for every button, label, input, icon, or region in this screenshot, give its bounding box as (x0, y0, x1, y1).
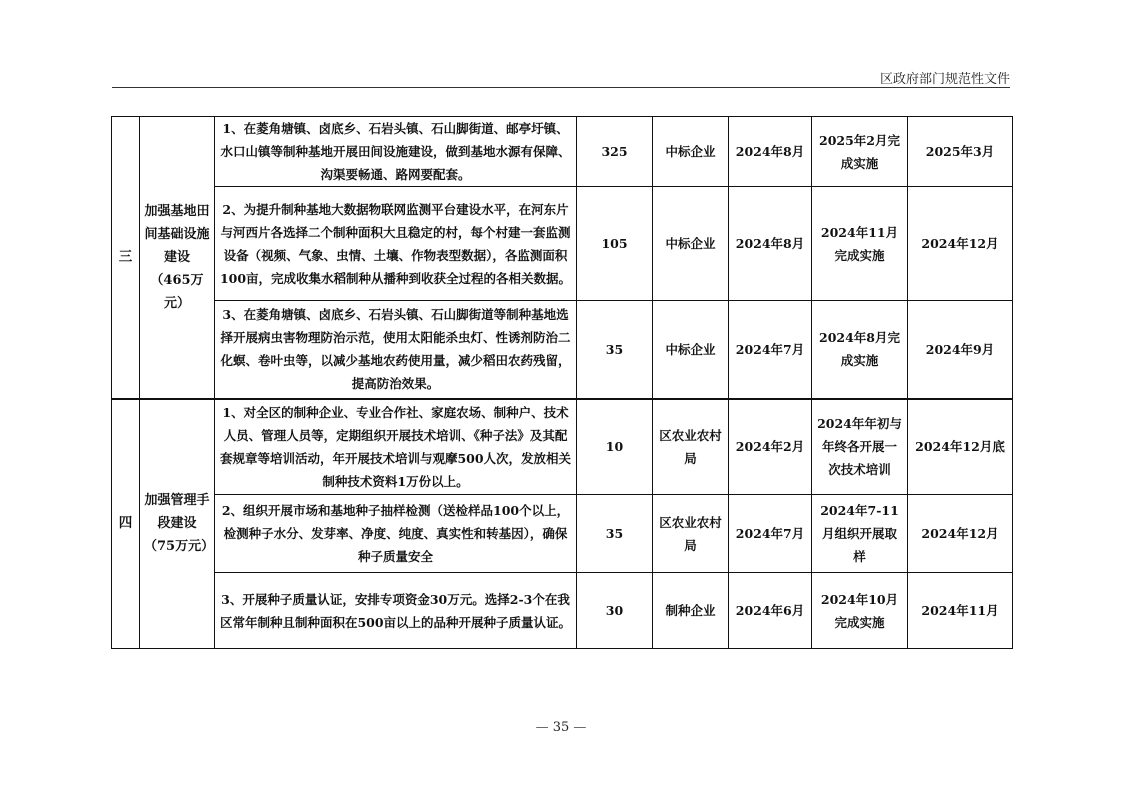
unit-cell: 区农业农村局 (653, 399, 729, 495)
acceptance-cell: 2024年11月 (908, 573, 1013, 649)
implementation-table (111, 116, 1013, 649)
task-content: 2、为提升制种基地大数据物联网监测平台建设水平，在河东片与河西片各选择二个制种面积大且稳定的村，每个村建一套监测设备（视频、气象、虫情、土壤、作物表型数据），各监测面积100亩，完成收集水稻制种从播种到收获全过程的各相关数据。 (215, 187, 577, 301)
header-rule (112, 87, 1010, 88)
table-row (112, 573, 1013, 649)
page-footer (0, 720, 1122, 735)
task-content: 1、在菱角塘镇、卤底乡、石岩头镇、石山脚街道、邮亭圩镇、水口山镇等制种基地开展田间设施建设，做到基地水源有保障、沟渠要畅通、路网要配套。 (215, 117, 577, 187)
footer-dash-right: — (573, 720, 587, 735)
start-date-cell: 2024年8月 (729, 117, 812, 187)
acceptance-cell: 2024年12月 (908, 187, 1013, 301)
unit-cell: 中标企业 (653, 187, 729, 301)
start-date-cell: 2024年2月 (729, 399, 812, 495)
start-date-cell: 2024年7月 (729, 301, 812, 399)
finish-cell: 2024年年初与年终各开展一次技术培训 (812, 399, 908, 495)
unit-cell: 区农业农村局 (653, 495, 729, 573)
task-content: 3、在菱角塘镇、卤底乡、石岩头镇、石山脚街道等制种基地选择开展病虫害物理防治示范，使用太阳能杀虫灯、性诱剂防治二化螟、卷叶虫等，以减少基地农药使用量，减少稻田农药残留，提高防治效果。 (215, 301, 577, 399)
finish-cell: 2024年11月完成实施 (812, 187, 908, 301)
amount-cell: 325 (577, 117, 653, 187)
page-number: 35 (552, 720, 570, 735)
footer-dash-left: — (535, 720, 549, 735)
unit-cell: 中标企业 (653, 301, 729, 399)
finish-cell: 2024年10月完成实施 (812, 573, 908, 649)
finish-cell: 2024年8月完成实施 (812, 301, 908, 399)
project-name: 加强管理手段建设（75万元） (140, 399, 215, 649)
task-content: 2、组织开展市场和基地种子抽样检测（送检样品100个以上，检测种子水分、发芽率、净度、纯度、真实性和转基因），确保种子质量安全 (215, 495, 577, 573)
task-content: 3、开展种子质量认证，安排专项资金30万元。选择2-3个在我区常年制种且制种面积在500亩以上的品种开展种子质量认证。 (215, 573, 577, 649)
unit-cell: 制种企业 (653, 573, 729, 649)
task-content: 1、对全区的制种企业、专业合作社、家庭农场、制种户、技术人员、管理人员等，定期组织开展技术培训、《种子法》及其配套规章等培训活动，年开展技术培训与观摩500人次，发放相关制种技术资料1万份以上。 (215, 399, 577, 495)
amount-cell: 30 (577, 573, 653, 649)
unit-cell: 中标企业 (653, 117, 729, 187)
table-row (112, 399, 1013, 495)
group-number: 四 (112, 399, 140, 649)
amount-cell: 35 (577, 301, 653, 399)
start-date-cell: 2024年8月 (729, 187, 812, 301)
amount-cell: 10 (577, 399, 653, 495)
table-row (112, 187, 1013, 301)
table-row (112, 117, 1013, 187)
start-date-cell: 2024年7月 (729, 495, 812, 573)
finish-cell: 2024年7-11月组织开展取样 (812, 495, 908, 573)
table-row (112, 495, 1013, 573)
amount-cell: 105 (577, 187, 653, 301)
acceptance-cell: 2024年12月底 (908, 399, 1013, 495)
start-date-cell: 2024年6月 (729, 573, 812, 649)
header-title: 区政府部门规范性文件 (879, 72, 1010, 87)
group-number: 三 (112, 117, 140, 399)
acceptance-cell: 2024年12月 (908, 495, 1013, 573)
acceptance-cell: 2024年9月 (908, 301, 1013, 399)
project-name: 加强基地田间基础设施建设（465万元） (140, 117, 215, 399)
finish-cell: 2025年2月完成实施 (812, 117, 908, 187)
table-row (112, 301, 1013, 399)
amount-cell: 35 (577, 495, 653, 573)
acceptance-cell: 2025年3月 (908, 117, 1013, 187)
